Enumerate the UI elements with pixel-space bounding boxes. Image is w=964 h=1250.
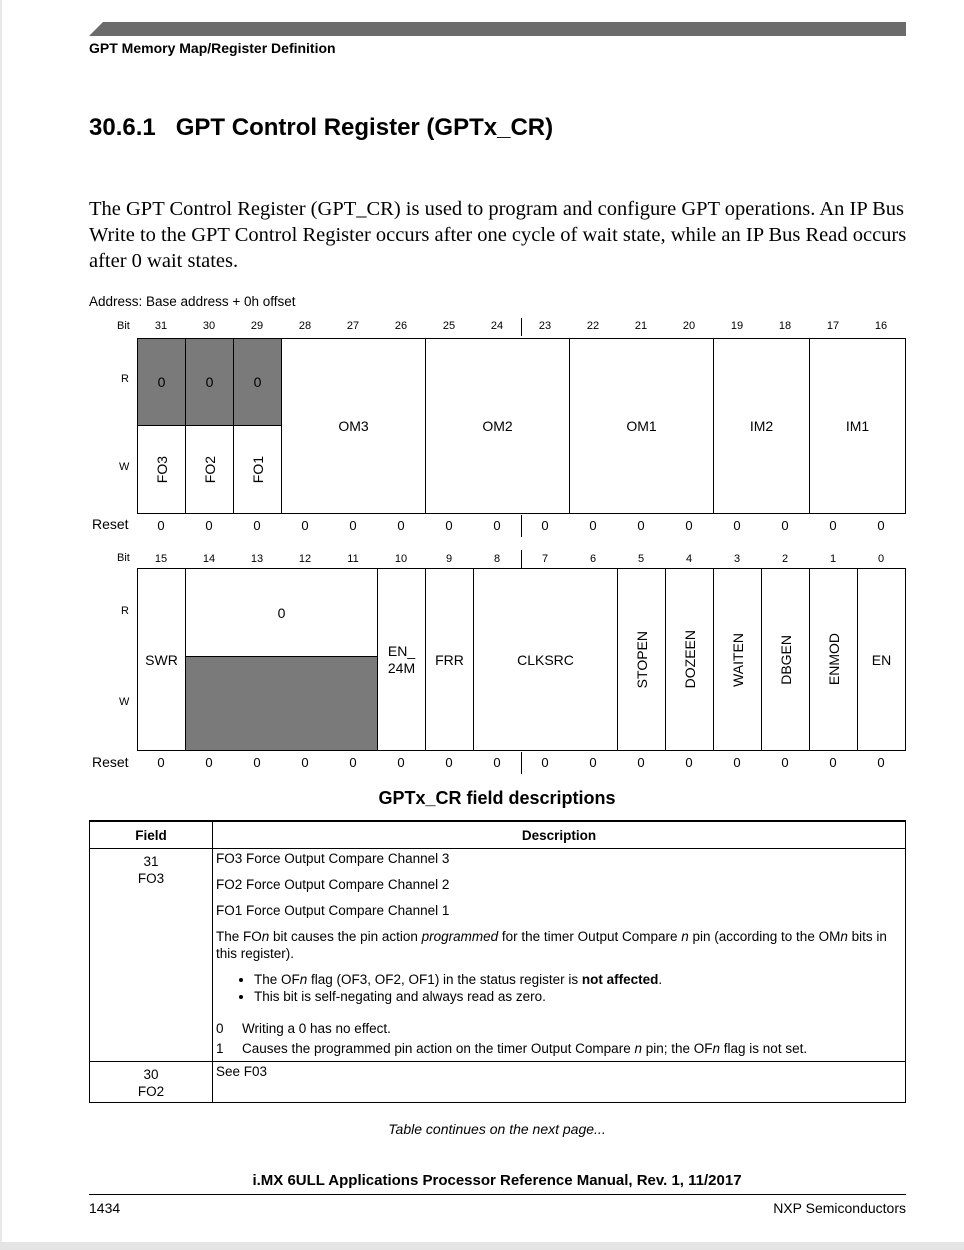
field-cell: 30 FO2 (90, 1062, 213, 1103)
register-address: Address: Base address + 0h offset (89, 294, 296, 309)
bit-number: 17 (826, 320, 840, 332)
read-row-label: R (121, 373, 129, 385)
value-row: 0 Writing a 0 has no effect. (216, 1021, 391, 1036)
read-row-label: R (121, 605, 129, 617)
bit-number: 25 (442, 320, 456, 332)
bit-number: 20 (682, 320, 696, 332)
table-title: GPTx_CR field descriptions (378, 788, 616, 808)
header-bar-notch (89, 22, 103, 36)
bit-number: 26 (394, 320, 408, 332)
page-edge-left (0, 0, 2, 1250)
reset-value: 0 (253, 518, 261, 533)
bit-number: 5 (637, 553, 645, 565)
field-en-24m: EN_ 24M (377, 568, 426, 751)
reset-value: 0 (589, 755, 597, 770)
reset-value: 0 (781, 755, 789, 770)
bit-label: Bit (117, 552, 130, 564)
description-column-header: Description (213, 821, 906, 849)
bit-number: 19 (730, 320, 744, 332)
description-cell (213, 849, 906, 1062)
reset-value: 0 (781, 518, 789, 533)
bullet-item: • This bit is self-negating and always read as zero. (254, 988, 902, 1005)
description-line: FO2 Force Output Compare Channel 2 (216, 877, 450, 892)
field-fo2: FO2 (185, 425, 234, 514)
field-column-header: Field (90, 821, 213, 849)
reset-value: 0 (733, 755, 741, 770)
field-swr: SWR (137, 568, 186, 751)
bit-number: 15 (154, 553, 168, 565)
bit-number: 11 (347, 553, 359, 565)
reset-value: 0 (829, 755, 837, 770)
field-fo1: FO1 (233, 425, 282, 514)
reset-value: 0 (253, 755, 261, 770)
bit-number: 8 (493, 553, 501, 565)
field-enmod: ENMOD (809, 568, 858, 751)
page-edge-bottom (0, 1242, 964, 1250)
reserved-read-cell: 0 (185, 568, 378, 657)
reset-value: 0 (685, 518, 693, 533)
bit-number: 27 (346, 320, 360, 332)
field-om1: OM1 (569, 338, 714, 514)
reset-value: 0 (541, 518, 549, 533)
page-number: 1434 (89, 1200, 121, 1216)
running-head: GPT Memory Map/Register Definition (89, 40, 336, 56)
bit-number: 16 (874, 320, 888, 332)
bullet-list (216, 971, 902, 1005)
bullet-item: • The OFn flag (OF3, OF2, OF1) in the status register is not affected. (254, 971, 902, 988)
field-dbgen: DBGEN (761, 568, 810, 751)
table-row (90, 849, 906, 1062)
bit-number: 6 (589, 553, 597, 565)
bit-number: 9 (445, 553, 453, 565)
field-cell: 31 FO3 (90, 849, 213, 1062)
intro-paragraph: The GPT Control Register (GPT_CR) is used to program and configure GPT operations. An IP Bus Write to the GPT Control Register occurs after one cycle of wait state, while an IP Bus Read occurs after 0 wait states. (89, 198, 907, 272)
write-row-label: W (119, 696, 130, 708)
reset-value: 0 (445, 755, 453, 770)
reset-value: 0 (205, 755, 213, 770)
bit-number: 3 (733, 553, 741, 565)
field-om2: OM2 (425, 338, 570, 514)
table-header-row (90, 821, 906, 849)
footer-rule (89, 1194, 906, 1195)
byte-divider (521, 752, 522, 774)
description-cell: See F03 (213, 1062, 906, 1103)
reset-value: 0 (541, 755, 549, 770)
reset-label: Reset (92, 754, 129, 770)
reset-value: 0 (733, 518, 741, 533)
reserved-write-cell (185, 656, 378, 751)
byte-divider (521, 550, 522, 568)
field-fo3: FO3 (137, 425, 186, 514)
reset-label: Reset (92, 516, 129, 532)
field-im2: IM2 (713, 338, 810, 514)
footer-company: NXP Semiconductors (773, 1200, 906, 1216)
bit-number: 28 (298, 320, 312, 332)
bit-number: 14 (202, 553, 216, 565)
bit-number: 1 (829, 553, 837, 565)
bit-number: 10 (394, 553, 408, 565)
reset-value: 0 (877, 755, 885, 770)
bit-label: Bit (117, 320, 130, 332)
byte-divider (521, 318, 522, 336)
field-en: EN (857, 568, 906, 751)
bit-number: 0 (877, 553, 885, 565)
bit-number: 24 (490, 320, 504, 332)
bit-number: 13 (250, 553, 264, 565)
bit-number: 4 (685, 553, 693, 565)
bit-number: 21 (634, 320, 648, 332)
bit-number: 29 (250, 320, 264, 332)
field-description-table (89, 820, 906, 1103)
bit-number: 23 (538, 320, 552, 332)
reset-value: 0 (349, 755, 357, 770)
bit-number: 18 (778, 320, 792, 332)
field-clksrc: CLKSRC (473, 568, 618, 751)
description-line: FO1 Force Output Compare Channel 1 (216, 903, 450, 918)
reset-value: 0 (157, 755, 165, 770)
bit31-read-cell: 0 (137, 338, 186, 426)
field-dozeen: DOZEEN (665, 568, 714, 751)
field-im1: IM1 (809, 338, 906, 514)
reset-value: 0 (397, 755, 405, 770)
reset-value: 0 (637, 518, 645, 533)
reset-value: 0 (397, 518, 405, 533)
reset-value: 0 (877, 518, 885, 533)
field-waiten: WAITEN (713, 568, 762, 751)
bit-number: 2 (781, 553, 789, 565)
bit30-read-cell: 0 (185, 338, 234, 426)
reset-value: 0 (637, 755, 645, 770)
reset-value: 0 (301, 755, 309, 770)
reset-value: 0 (589, 518, 597, 533)
reset-value: 0 (157, 518, 165, 533)
field-om3: OM3 (281, 338, 426, 514)
value-row: 1 Causes the programmed pin action on the timer Output Compare n pin; the OFn flag is not set. (216, 1041, 808, 1056)
bit-number: 22 (586, 320, 600, 332)
bit-number: 12 (298, 553, 312, 565)
table-continues-note: Table continues on the next page... (388, 1121, 606, 1137)
reset-value: 0 (205, 518, 213, 533)
bit-number: 7 (541, 553, 549, 565)
field-stopen: STOPEN (617, 568, 666, 751)
table-row (90, 1062, 906, 1103)
reset-value: 0 (685, 755, 693, 770)
header-bar (89, 22, 906, 36)
reset-value: 0 (493, 518, 501, 533)
reset-value: 0 (829, 518, 837, 533)
reset-value: 0 (493, 755, 501, 770)
field-frr: FRR (425, 568, 474, 751)
bit-number: 30 (202, 320, 216, 332)
reset-value: 0 (445, 518, 453, 533)
bit29-read-cell: 0 (233, 338, 282, 426)
bit-number: 31 (154, 320, 168, 332)
description-paragraph: The FOn bit causes the pin action programmed for the timer Output Compare n pin (according to the OMn bits in this register). (216, 929, 887, 961)
footer-manual-title: i.MX 6ULL Applications Processor Reference Manual, Rev. 1, 11/2017 (252, 1172, 742, 1189)
reset-value: 0 (349, 518, 357, 533)
section-title: 30.6.1 GPT Control Register (GPTx_CR) (89, 114, 554, 141)
description-line: FO3 Force Output Compare Channel 3 (216, 851, 450, 866)
byte-divider (521, 515, 522, 537)
write-row-label: W (119, 461, 130, 473)
reset-value: 0 (301, 518, 309, 533)
